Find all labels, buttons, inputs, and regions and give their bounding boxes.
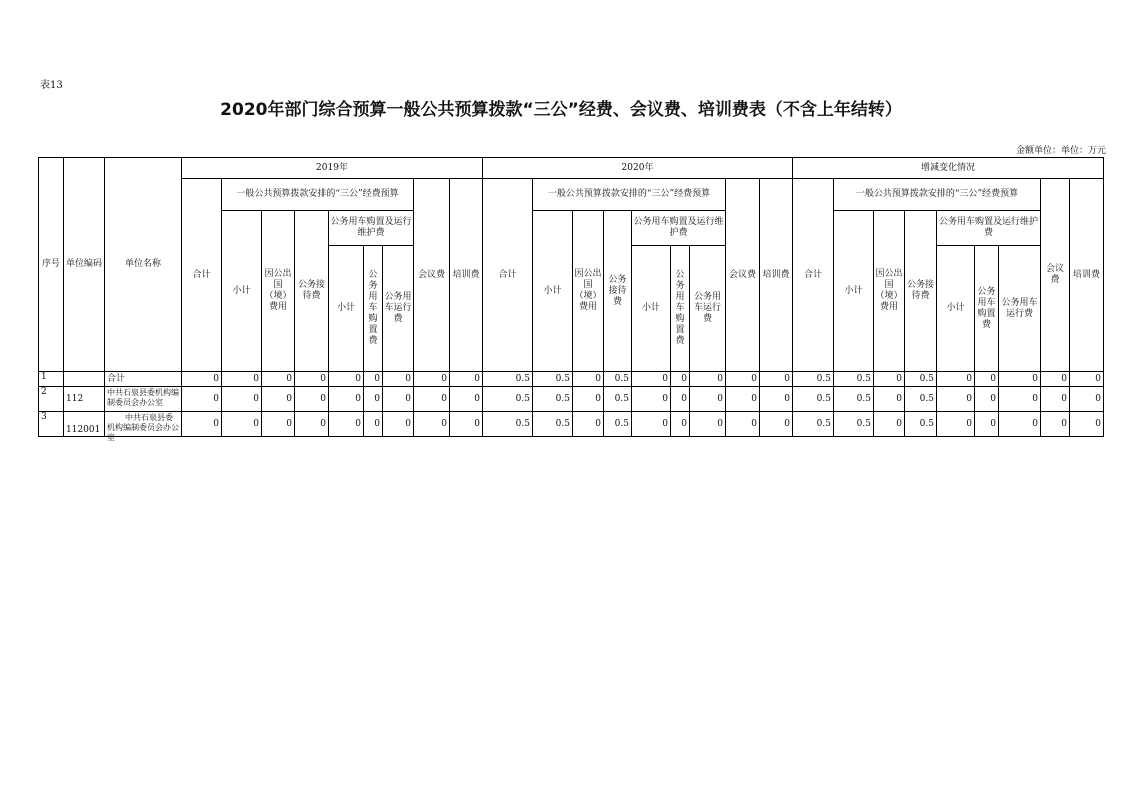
cell-2020-subtotal: 0.5 xyxy=(533,372,573,387)
cell-2019-abroad: 0 xyxy=(262,372,295,387)
cell-2019-total: 0 xyxy=(182,372,222,387)
header-2019-vehicle-operation: 公务用车运行费 xyxy=(383,246,414,372)
cell-2019-reception: 0 xyxy=(295,387,329,412)
cell-2019-training: 0 xyxy=(450,412,483,437)
header-change-vehicle-operation: 公务用车运行费 xyxy=(999,246,1041,372)
cell-2020-vehicle-operation: 0 xyxy=(690,412,726,437)
cell-2020-meeting: 0 xyxy=(726,387,760,412)
header-change-abroad: 因公出国（境）费用 xyxy=(874,211,905,372)
cell-2020-vehicle-purchase: 0 xyxy=(671,387,690,412)
cell-2020-abroad: 0 xyxy=(573,372,604,387)
cell-change-abroad: 0 xyxy=(874,372,905,387)
header-2019-vehicle: 公务用车购置及运行维护费 xyxy=(329,211,414,246)
table-row xyxy=(39,372,1104,387)
cell-2019-total: 0 xyxy=(182,412,222,437)
header-change-meeting: 会议费 xyxy=(1041,179,1070,372)
cell-change-vehicle-operation: 0 xyxy=(999,372,1041,387)
cell-2019-vehicle-subtotal: 0 xyxy=(329,387,364,412)
header-change-total: 合计 xyxy=(793,179,834,372)
cell-2019-abroad: 0 xyxy=(262,412,295,437)
cell-2020-vehicle-operation: 0 xyxy=(690,387,726,412)
cell-2019-vehicle-operation: 0 xyxy=(383,412,414,437)
header-unit-name: 单位名称 xyxy=(105,158,182,372)
header-2020-reception: 公务接待费 xyxy=(604,211,632,372)
header-2019-training: 培训费 xyxy=(450,179,483,372)
cell-2020-total: 0.5 xyxy=(483,372,533,387)
cell-2020-vehicle-subtotal: 0 xyxy=(632,387,671,412)
header-2020: 2020年 xyxy=(483,158,793,179)
cell-change-subtotal: 0.5 xyxy=(834,372,874,387)
cell-2019-subtotal: 0 xyxy=(222,372,262,387)
header-change: 增减变化情况 xyxy=(793,158,1104,179)
cell-change-total: 0.5 xyxy=(793,387,834,412)
cell-change-meeting: 0 xyxy=(1041,372,1070,387)
cell-change-total: 0.5 xyxy=(793,372,834,387)
cell-2019-training: 0 xyxy=(450,372,483,387)
header-2019-total: 合计 xyxy=(182,179,222,372)
row-name: 合计 xyxy=(105,372,182,387)
header-2020-subtotal: 小计 xyxy=(533,211,573,372)
cell-2020-training: 0 xyxy=(760,412,793,437)
cell-2020-abroad: 0 xyxy=(573,387,604,412)
cell-change-training: 0 xyxy=(1070,372,1104,387)
header-2020-total: 合计 xyxy=(483,179,533,372)
cell-2020-abroad: 0 xyxy=(573,412,604,437)
cell-2019-meeting: 0 xyxy=(414,387,450,412)
header-2020-abroad: 因公出国（境）费用 xyxy=(573,211,604,372)
row-name: 中共石泉县委机构编制委员会办公室 xyxy=(107,388,179,407)
row-code xyxy=(64,372,105,387)
cell-change-subtotal: 0.5 xyxy=(834,387,874,412)
header-2020-meeting: 会议费 xyxy=(726,179,760,372)
header-change-training: 培训费 xyxy=(1070,179,1104,372)
header-change-subtotal: 小计 xyxy=(834,211,874,372)
cell-2020-reception: 0.5 xyxy=(604,372,632,387)
cell-2020-vehicle-subtotal: 0 xyxy=(632,412,671,437)
cell-2020-vehicle-purchase: 0 xyxy=(671,412,690,437)
header-change-vehicle-subtotal: 小计 xyxy=(937,246,975,372)
amount-unit: 金额单位：单位：万元 xyxy=(1015,146,1106,156)
cell-2020-meeting: 0 xyxy=(726,412,760,437)
header-2019-vehicle-purchase: 公务用车购置费 xyxy=(364,246,383,372)
cell-2020-reception: 0.5 xyxy=(604,412,632,437)
header-2020-sangong: 一般公共预算拨款安排的“三公”经费预算 xyxy=(533,179,726,211)
cell-2019-vehicle-operation: 0 xyxy=(383,372,414,387)
cell-2020-reception: 0.5 xyxy=(604,387,632,412)
header-seq: 序号 xyxy=(39,158,64,372)
header-unit-code: 单位编码 xyxy=(64,158,105,372)
cell-2019-reception: 0 xyxy=(295,372,329,387)
header-2019: 2019年 xyxy=(182,158,483,179)
cell-2019-vehicle-purchase: 0 xyxy=(364,387,383,412)
table-number: 表13 xyxy=(40,80,63,91)
cell-2020-total: 0.5 xyxy=(483,412,533,437)
row-code: 112 xyxy=(64,387,105,412)
row-seq: 2 xyxy=(39,387,64,412)
cell-change-meeting: 0 xyxy=(1041,412,1070,437)
cell-change-training: 0 xyxy=(1070,387,1104,412)
cell-2020-training: 0 xyxy=(760,387,793,412)
header-2019-sangong: 一般公共预算拨款安排的“三公”经费预算 xyxy=(222,179,414,211)
cell-2020-vehicle-subtotal: 0 xyxy=(632,372,671,387)
table-row xyxy=(39,412,1104,437)
cell-change-vehicle-subtotal: 0 xyxy=(937,372,975,387)
header-2020-vehicle-operation: 公务用车运行费 xyxy=(690,246,726,372)
cell-2019-reception: 0 xyxy=(295,412,329,437)
cell-2019-vehicle-purchase: 0 xyxy=(364,412,383,437)
table-row xyxy=(39,387,1104,412)
cell-2019-total: 0 xyxy=(182,387,222,412)
cell-change-vehicle-purchase: 0 xyxy=(975,387,999,412)
cell-change-reception: 0.5 xyxy=(905,412,937,437)
cell-2020-training: 0 xyxy=(760,372,793,387)
cell-change-total: 0.5 xyxy=(793,412,834,437)
header-2019-subtotal: 小计 xyxy=(222,211,262,372)
cell-change-meeting: 0 xyxy=(1041,387,1070,412)
cell-2020-total: 0.5 xyxy=(483,387,533,412)
row-seq: 1 xyxy=(39,372,64,387)
row-seq: 3 xyxy=(39,412,64,437)
cell-2019-meeting: 0 xyxy=(414,412,450,437)
page-title: 2020年部门综合预算一般公共预算拨款“三公”经费、会议费、培训费表（不含上年结转） xyxy=(220,100,902,120)
header-2020-training: 培训费 xyxy=(760,179,793,372)
cell-change-subtotal: 0.5 xyxy=(834,412,874,437)
cell-2020-vehicle-operation: 0 xyxy=(690,372,726,387)
cell-change-vehicle-operation: 0 xyxy=(999,412,1041,437)
cell-change-vehicle-purchase: 0 xyxy=(975,412,999,437)
header-2019-vehicle-subtotal: 小计 xyxy=(329,246,364,372)
cell-change-reception: 0.5 xyxy=(905,372,937,387)
header-2020-vehicle: 公务用车购置及运行维护费 xyxy=(632,211,726,246)
cell-2019-vehicle-purchase: 0 xyxy=(364,372,383,387)
cell-2019-vehicle-subtotal: 0 xyxy=(329,412,364,437)
header-2020-vehicle-purchase: 公务用车购置费 xyxy=(671,246,690,372)
header-change-vehicle: 公务用车购置及运行维护费 xyxy=(937,211,1041,246)
cell-change-abroad: 0 xyxy=(874,387,905,412)
cell-2019-subtotal: 0 xyxy=(222,412,262,437)
cell-2019-vehicle-subtotal: 0 xyxy=(329,372,364,387)
cell-2020-subtotal: 0.5 xyxy=(533,387,573,412)
cell-2019-abroad: 0 xyxy=(262,387,295,412)
row-name: 中共石泉县委机构编制委员会办公室 xyxy=(107,413,179,442)
cell-change-abroad: 0 xyxy=(874,412,905,437)
cell-change-vehicle-purchase: 0 xyxy=(975,372,999,387)
cell-change-vehicle-subtotal: 0 xyxy=(937,387,975,412)
header-2019-meeting: 会议费 xyxy=(414,179,450,372)
header-2019-reception: 公务接待费 xyxy=(295,211,329,372)
cell-change-vehicle-subtotal: 0 xyxy=(937,412,975,437)
cell-2020-subtotal: 0.5 xyxy=(533,412,573,437)
cell-2019-subtotal: 0 xyxy=(222,387,262,412)
cell-2020-vehicle-purchase: 0 xyxy=(671,372,690,387)
cell-change-vehicle-operation: 0 xyxy=(999,387,1041,412)
cell-2020-meeting: 0 xyxy=(726,372,760,387)
cell-change-reception: 0.5 xyxy=(905,387,937,412)
cell-change-training: 0 xyxy=(1070,412,1104,437)
cell-2019-training: 0 xyxy=(450,387,483,412)
header-2019-abroad: 因公出国（境）费用 xyxy=(262,211,295,372)
header-change-reception: 公务接待费 xyxy=(905,211,937,372)
cell-2019-vehicle-operation: 0 xyxy=(383,387,414,412)
header-change-vehicle-purchase: 公务用车购置费 xyxy=(975,246,999,372)
cell-2019-meeting: 0 xyxy=(414,372,450,387)
header-2020-vehicle-subtotal: 小计 xyxy=(632,246,671,372)
row-code: 112001 xyxy=(64,412,105,437)
header-change-sangong: 一般公共预算拨款安排的“三公”经费预算 xyxy=(834,179,1041,211)
budget-table xyxy=(38,157,1104,442)
